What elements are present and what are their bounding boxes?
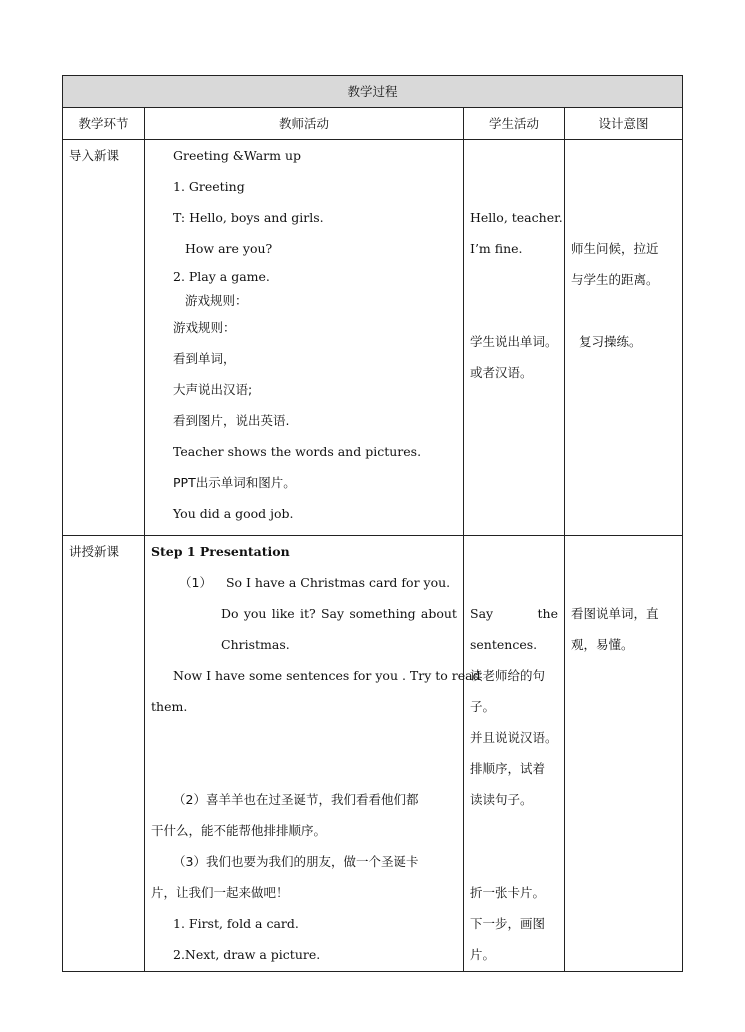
text-line: 观，易懂。 bbox=[571, 637, 634, 652]
text-line: 看图说单词，直 bbox=[571, 606, 659, 621]
header-intent: 设计意图 bbox=[565, 108, 683, 140]
text-line: Teacher shows the words and pictures. bbox=[173, 444, 422, 459]
teacher-activity bbox=[145, 536, 481, 972]
text-line: Hello, teacher. bbox=[470, 210, 563, 225]
design-intent bbox=[565, 536, 683, 972]
table-row bbox=[63, 536, 683, 972]
text-line: （3）我们也要为我们的朋友，做一个圣诞卡 bbox=[173, 854, 419, 869]
text-line: 片。 bbox=[470, 947, 496, 962]
lesson-table bbox=[62, 75, 683, 972]
text-line bbox=[151, 567, 457, 598]
student-activity bbox=[464, 536, 565, 972]
text-line: How are you? bbox=[185, 241, 273, 256]
item-number: （1） bbox=[179, 575, 212, 590]
text-line: Christmas. bbox=[221, 637, 290, 652]
text-line: 或者汉语。 bbox=[470, 365, 533, 380]
header-student: 学生活动 bbox=[464, 108, 565, 140]
text-line: （2）喜羊羊也在过圣诞节，我们看看他们都 bbox=[173, 792, 419, 807]
text-line: them. bbox=[151, 699, 188, 714]
teacher-activity bbox=[145, 140, 464, 536]
text-line: You did a good job. bbox=[173, 506, 294, 521]
text-line: 复习操练。 bbox=[579, 334, 642, 349]
text-line: 读读句子。 bbox=[470, 792, 533, 807]
text-line: 大声说出汉语; bbox=[173, 382, 253, 397]
text-line: 与学生的距离。 bbox=[571, 272, 659, 287]
student-activity bbox=[464, 140, 565, 536]
text-line: Say the bbox=[470, 606, 558, 621]
text-line: 师生问候，拉近 bbox=[571, 241, 659, 256]
text-line: 下一步，画图 bbox=[470, 916, 546, 931]
text-line: 2. Play a game. bbox=[173, 269, 270, 284]
header-teacher: 教师活动 bbox=[145, 108, 464, 140]
text-line: 看到单词， bbox=[173, 351, 236, 366]
text-line: 折一张卡片。 bbox=[470, 885, 546, 900]
header-stage: 教学环节 bbox=[63, 108, 145, 140]
text-line: T: Hello, boys and girls. bbox=[173, 210, 324, 225]
text-line: 子。 bbox=[470, 699, 496, 714]
text-line: 1. Greeting bbox=[173, 179, 245, 194]
text-line: 干什么，能不能帮他排排顺序。 bbox=[151, 823, 327, 838]
text-line: 游戏规则： bbox=[173, 320, 236, 335]
section-name: 导入新课 bbox=[63, 140, 145, 536]
text-line: Do you like it? Say something about bbox=[221, 606, 457, 621]
text-line: 排顺序，试着 bbox=[470, 761, 546, 776]
table-row bbox=[63, 140, 683, 536]
text-line: 看到图片，说出英语. bbox=[173, 413, 290, 428]
text-line: 游戏规则： bbox=[185, 293, 248, 308]
text-line: Greeting &Warm up bbox=[173, 148, 301, 163]
text-line: 1. First, fold a card. bbox=[173, 916, 299, 931]
item-text: So I have a Christmas card for you. bbox=[225, 575, 451, 590]
text-line: 并且说说汉语。 bbox=[470, 730, 558, 745]
design-intent bbox=[565, 140, 683, 536]
text-line: I’m fine. bbox=[470, 241, 523, 256]
text-line: sentences. bbox=[470, 637, 538, 652]
text-line: 读老师给的句 bbox=[470, 668, 546, 683]
text-line: 学生说出单词。 bbox=[470, 334, 558, 349]
text-line: 片，让我们一起来做吧！ bbox=[151, 885, 289, 900]
text-line: PPT出示单词和图片。 bbox=[173, 475, 296, 490]
text-line: Now I have some sentences for you . Try to read bbox=[173, 668, 481, 683]
section-name: 讲授新课 bbox=[63, 536, 145, 972]
text-line: Step 1 Presentation bbox=[151, 544, 290, 559]
text-line: 2.Next, draw a picture. bbox=[173, 947, 321, 962]
table-title: 教学过程 bbox=[63, 76, 683, 108]
